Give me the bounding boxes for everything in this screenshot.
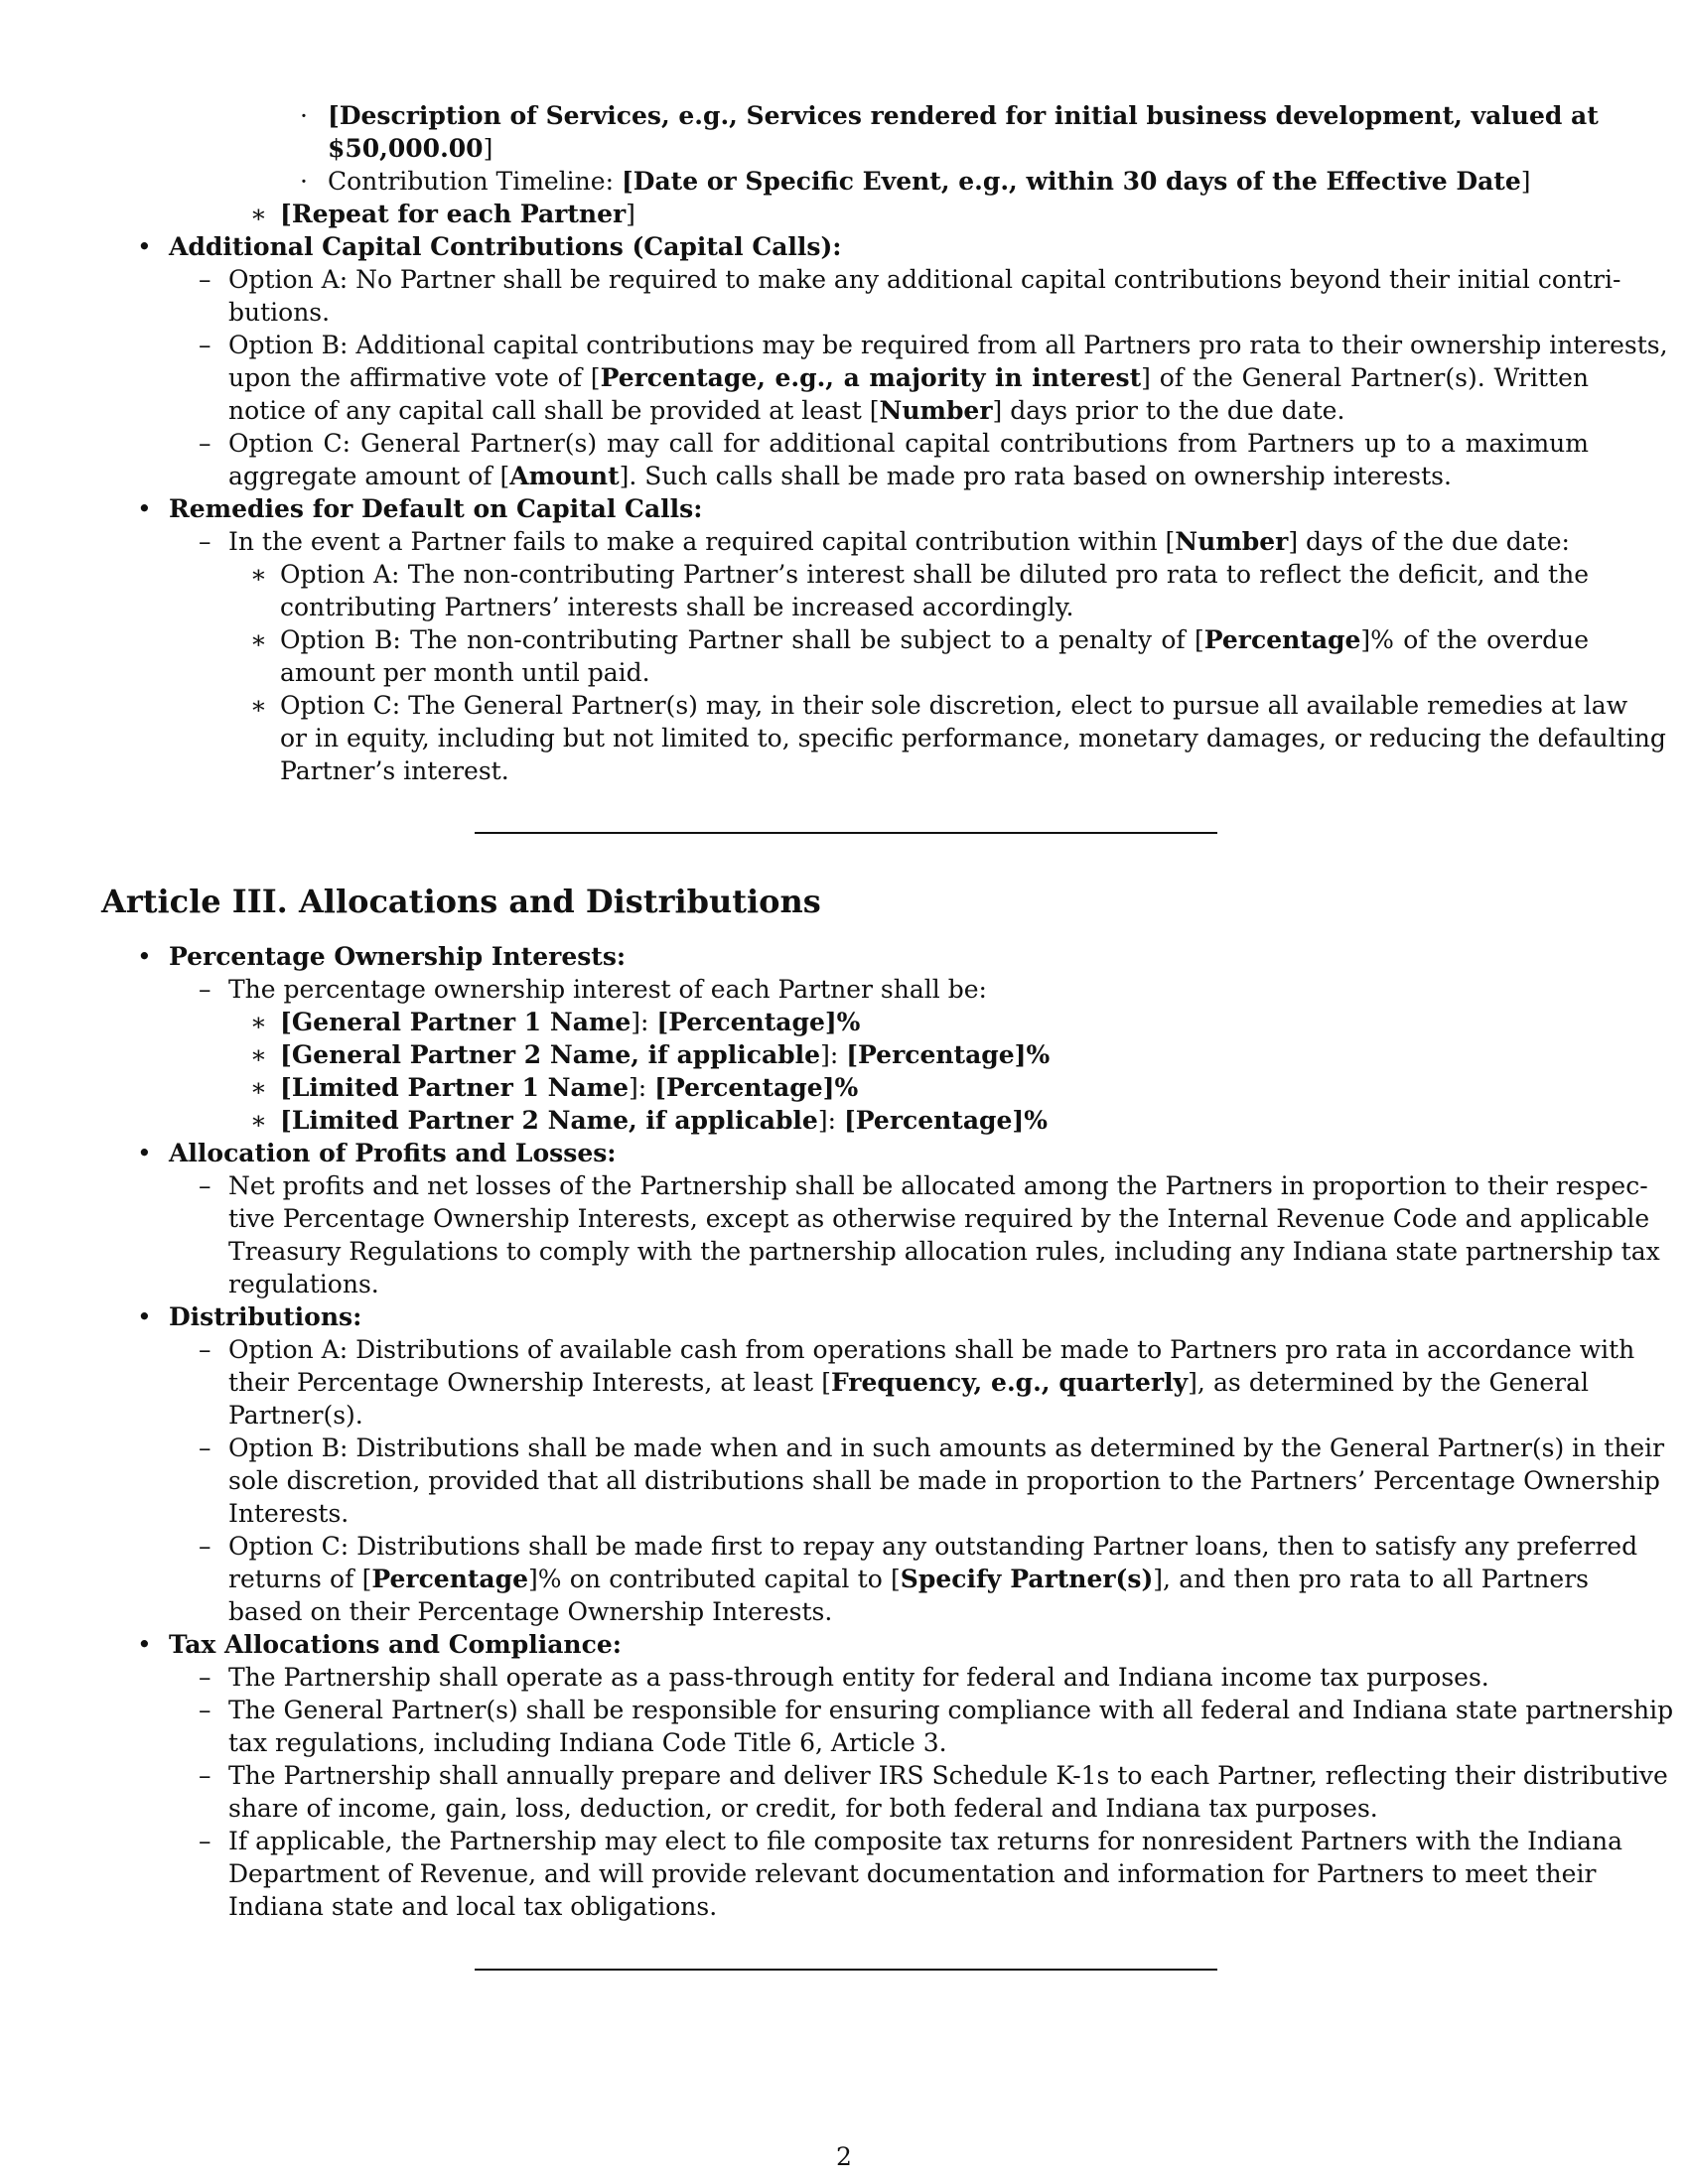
remedies-title: Remedies for Default on Capital Calls: [169, 494, 703, 523]
capital-calls-option-c-cont: aggregate amount of [Amount]. Such calls shall be made pro rata based on ownership interests. [228, 462, 1452, 490]
bullet-dash: – [199, 429, 211, 458]
bullet-dash: – [199, 331, 211, 359]
bullet-asterisk: ∗ [250, 1040, 267, 1069]
profits-text: Treasury Regulations to comply with the partnership allocation rules, including any Indiana state partnership tax [228, 1237, 1660, 1266]
profits-text: tive Percentage Ownership Interests, except as otherwise required by the Internal Revenue Code and applicable [228, 1204, 1650, 1233]
bullet-dash: – [199, 1663, 211, 1692]
tax-item-c: The Partnership shall annually prepare and deliver IRS Schedule K-1s to each Partner, reflecting their distributive [228, 1761, 1668, 1790]
bullet-dash: – [199, 527, 211, 556]
capital-calls-title: Additional Capital Contributions (Capital Calls): [169, 232, 842, 261]
remedies-option-a: Option A: The non-contributing Partner’s interest shall be diluted pro rata to reflect the deficit, and the [280, 560, 1589, 589]
ownership-title: Percentage Ownership Interests: [169, 942, 627, 971]
bullet-dash: – [199, 975, 211, 1004]
ownership-intro: The percentage ownership interest of each Partner shall be: [228, 975, 987, 1004]
distributions-option-a-cont: their Percentage Ownership Interests, at least [Frequency, e.g., quarterly], as determined by the General [228, 1368, 1590, 1397]
section-divider [475, 832, 1217, 834]
distributions-option-c-cont: returns of [Percentage]% on contributed capital to [Specify Partner(s)], and then pro rata to all Partners [228, 1565, 1589, 1593]
distributions-option-b: Option B: Distributions shall be made when and in such amounts as determined by the General Partner(s) in their [228, 1433, 1665, 1462]
distributions-option-a: Option A: Distributions of available cash from operations shall be made to Partners pro rata in accordance with [228, 1335, 1635, 1364]
remedies-option-c-cont: or in equity, including but not limited to, specific performance, monetary damages, or reducing the defaulting [280, 724, 1666, 752]
bullet-asterisk: ∗ [250, 200, 267, 228]
tax-title: Tax Allocations and Compliance: [169, 1630, 622, 1659]
remedies-option-b: Option B: The non-contributing Partner shall be subject to a penalty of [Percentage]% of the overdue [280, 625, 1589, 654]
capital-calls-option-b-cont2: notice of any capital call shall be provided at least [Number] days prior to the due date. [228, 396, 1345, 425]
contribution-timeline-line: Contribution Timeline: [Date or Specific Event, e.g., within 30 days of the Effective Date] [328, 167, 1531, 196]
tax-item-a: The Partnership shall operate as a pass-through entity for federal and Indiana income tax purposes. [228, 1663, 1489, 1692]
tax-item-d-cont: Department of Revenue, and will provide relevant documentation and information for Partners to meet their [228, 1859, 1597, 1888]
bullet-disc: • [137, 494, 152, 523]
bullet-disc: • [137, 232, 152, 261]
page-number: 2 [836, 2142, 852, 2171]
bullet-disc: • [137, 1630, 152, 1659]
remedies-option-c-cont2: Partner’s interest. [280, 756, 509, 785]
tax-item-b-cont: tax regulations, including Indiana Code Title 6, Article 3. [228, 1728, 947, 1757]
bullet-dash: – [199, 1171, 211, 1200]
bullet-dash: – [199, 1827, 211, 1855]
distributions-option-b-cont2: Interests. [228, 1499, 350, 1528]
bullet-dash: – [199, 1696, 211, 1724]
capital-calls-option-b: Option B: Additional capital contributions may be required from all Partners pro rata to their ownership interests, [228, 331, 1668, 359]
ownership-partner-row: [Limited Partner 1 Name]: [Percentage]% [280, 1073, 859, 1102]
distributions-option-b-cont: sole discretion, provided that all distributions shall be made in proportion to the Partners’ Percentage Ownership [228, 1466, 1660, 1495]
bullet-dash: – [199, 1433, 211, 1462]
distributions-option-c-cont2: based on their Percentage Ownership Interests. [228, 1597, 833, 1626]
capital-calls-option-a: Option A: No Partner shall be required to make any additional capital contributions beyond their initial contri- [228, 265, 1621, 294]
ownership-partner-row: [General Partner 1 Name]: [Percentage]% [280, 1008, 861, 1036]
remedies-option-b-cont: amount per month until paid. [280, 658, 650, 687]
distributions-option-a-cont2: Partner(s). [228, 1401, 363, 1430]
bullet-dash: – [199, 1335, 211, 1364]
bullet-asterisk: ∗ [250, 1106, 267, 1135]
distributions-option-c: Option C: Distributions shall be made first to repay any outstanding Partner loans, then to satisfy any preferred [228, 1532, 1638, 1561]
bullet-asterisk: ∗ [250, 625, 267, 654]
section-divider [475, 1969, 1217, 1971]
bullet-disc: • [137, 1139, 152, 1167]
bullet-asterisk: ∗ [250, 560, 267, 589]
services-description-line: [Description of Services, e.g., Services rendered for initial business development, valued at [328, 101, 1599, 130]
capital-calls-option-a-cont: butions. [228, 298, 331, 327]
ownership-partner-row: [General Partner 2 Name, if applicable]: [Percentage]% [280, 1040, 1051, 1069]
bullet-asterisk: ∗ [250, 691, 267, 720]
ownership-partner-row: [Limited Partner 2 Name, if applicable]: [Percentage]% [280, 1106, 1049, 1135]
article-3-heading: Article III. Allocations and Distributions [101, 883, 821, 920]
remedies-option-c: Option C: The General Partner(s) may, in their sole discretion, elect to pursue all available remedies at law [280, 691, 1628, 720]
bullet-dash: – [199, 1532, 211, 1561]
tax-item-d: If applicable, the Partnership may elect to file composite tax returns for nonresident Partners with the Indiana [228, 1827, 1623, 1855]
tax-item-c-cont: share of income, gain, loss, deduction, or credit, for both federal and Indiana tax purposes. [228, 1794, 1378, 1823]
remedies-intro: In the event a Partner fails to make a required capital contribution within [Number] days of the due date: [228, 527, 1570, 556]
profits-title: Allocation of Profits and Losses: [169, 1139, 617, 1167]
bullet-disc: • [137, 1302, 152, 1331]
bullet-dot: · [300, 101, 308, 130]
bullet-asterisk: ∗ [250, 1073, 267, 1102]
bullet-dash: – [199, 265, 211, 294]
profits-text: Net profits and net losses of the Partnership shall be allocated among the Partners in proportion to their respec- [228, 1171, 1648, 1200]
tax-item-b: The General Partner(s) shall be responsible for ensuring compliance with all federal and Indiana state partnership [228, 1696, 1674, 1724]
bullet-dot: · [300, 167, 308, 196]
services-value-line: $50,000.00] [328, 134, 493, 163]
capital-calls-option-b-cont: upon the affirmative vote of [Percentage, e.g., a majority in interest] of the General Partner(s). Written [228, 363, 1589, 392]
distributions-title: Distributions: [169, 1302, 362, 1331]
bullet-dash: – [199, 1761, 211, 1790]
tax-item-d-cont2: Indiana state and local tax obligations. [228, 1892, 718, 1921]
profits-text: regulations. [228, 1270, 379, 1298]
repeat-partner-line: [Repeat for each Partner] [280, 200, 635, 228]
bullet-asterisk: ∗ [250, 1008, 267, 1036]
capital-calls-option-c: Option C: General Partner(s) may call for additional capital contributions from Partners up to a maximum [228, 429, 1589, 458]
bullet-disc: • [137, 942, 152, 971]
remedies-option-a-cont: contributing Partners’ interests shall be increased accordingly. [280, 593, 1074, 621]
